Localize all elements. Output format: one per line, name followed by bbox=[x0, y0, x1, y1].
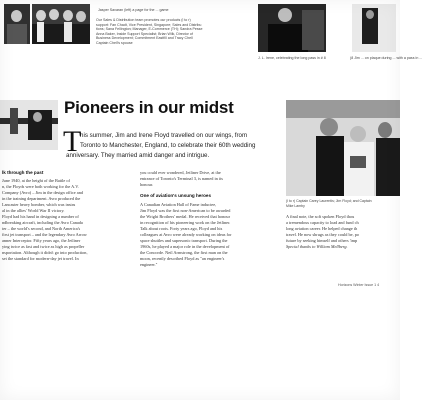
body-line: honour. bbox=[140, 182, 154, 187]
body-line: engineer." bbox=[140, 262, 158, 267]
top-right-photo-1 bbox=[258, 4, 326, 52]
aircraft-photo bbox=[0, 100, 58, 150]
body-line: long aviation career. He helped change th bbox=[286, 226, 358, 231]
body-line: ndbreaking aircraft, including the Avro Canada bbox=[2, 220, 83, 225]
body-line: al in the allies' World War II victory. bbox=[2, 208, 65, 213]
article-deck-line-1: his summer, Jim and Irene Floyd travelled on our wings, from bbox=[80, 132, 248, 139]
right-column-body bbox=[286, 214, 400, 274]
body-line: travel. He now shrugs as they could be, po bbox=[286, 232, 360, 237]
top-photo-main-caption: Our Sales & Distribution team promotes our products (l to r) support: Fan Chadt, Vice President, Singapore; Sales and Distribu tions; Sana Fellington; Manager, E-Commerce (TH); Sandra Pesse Anna Baker, Inside Support Specialist; Brian Wilk, Director of Business Development; Commitment Eastfill and Tracy Chell Captain Chell's spouse bbox=[96, 18, 203, 45]
body-line: June 1940, at the height of the Battle of bbox=[2, 178, 70, 183]
body-line: Special thanks to William Mellberg. bbox=[286, 244, 348, 249]
body-line: the Concorde. Neil Armstrong, the first man on the bbox=[140, 250, 228, 255]
body-line: in the training department. Avro produced the bbox=[2, 196, 81, 201]
dropcap: T bbox=[63, 125, 82, 158]
body-line: future by seeking himself and others 'imp bbox=[286, 238, 358, 243]
body-line: n, the Floyds were both working for the A.V. bbox=[2, 184, 79, 189]
top-photo-small-caption: Jasper Savaran (left) a page for the ... game bbox=[98, 8, 169, 12]
body-line: Jim Floyd was the first non-American to be awarded bbox=[140, 208, 231, 213]
left-column-subhead: lk through the past bbox=[2, 170, 44, 175]
top-right-caption-1: J. L. Irene, celebrating the long pass in # 8 bbox=[258, 56, 326, 60]
body-line: colleagues at Avro were already working on ideas for bbox=[140, 232, 232, 237]
body-line: ter – the world's second, and North America's bbox=[2, 226, 81, 231]
body-line: A Canadian Aviation Hall of Fame inductee, bbox=[140, 202, 217, 207]
middle-column-subhead: One of aviation's unsung heroes bbox=[140, 193, 212, 198]
article-deck-line-2: Toronto to Manchester, England, to celebrate their 60th wedding bbox=[80, 142, 256, 149]
body-line: A final note, the soft spoken Floyd thou bbox=[286, 214, 355, 219]
body-line: in recognition of his pioneering work on the Jetliner. bbox=[140, 220, 231, 225]
award-photo-caption: (l to r) Captain Carey Laurentis; Jim Floyd; and Captain Mike Lamby bbox=[286, 199, 372, 208]
body-line: Talk about roots. Forty years ago, Floyd and his bbox=[140, 226, 223, 231]
body-line: nsportation. Although it didn't go into production, bbox=[2, 250, 88, 255]
top-right-caption-2: (8 Jim ... on plaque during ... with a pass in ... bbox=[350, 56, 422, 60]
body-line: you could ever wondered, Jetliner Drive, at the bbox=[140, 170, 221, 175]
body-line: anner Interceptor. Fifty years ago, the Jetliner bbox=[2, 238, 81, 243]
page-footer: Horizons Winter Issue 1 4 bbox=[338, 283, 380, 287]
body-line: 1960s, he played a major role in the development of bbox=[140, 244, 230, 249]
body-line: Floyd had his hand in designing a number of bbox=[2, 214, 79, 219]
body-line: the Wright Brothers' medal. He received that honour bbox=[140, 214, 231, 219]
staff-photo-left bbox=[4, 4, 30, 44]
body-line: a tremendous capacity to load and fund ch bbox=[286, 220, 359, 225]
body-line: ying twice as fast and twice as high as propeller bbox=[2, 244, 85, 249]
top-right-photo-2 bbox=[352, 4, 396, 52]
body-line: first jet transport – and the legendary Avro Arrow bbox=[2, 232, 87, 237]
article-headline: Pioneers in our midst bbox=[64, 98, 234, 117]
body-line: Lancaster heavy bomber, which was instru bbox=[2, 202, 76, 207]
body-line: set the standard for modern-day jet travel. In bbox=[2, 256, 79, 261]
body-line: Company (Avro) – Jim in the design office and bbox=[2, 190, 83, 195]
article-deck-line-3: anniversary. They married amid danger and intrigue. bbox=[66, 152, 210, 159]
staff-group-photo bbox=[32, 4, 90, 44]
body-line: space shuttles and supersonic transport. During the bbox=[140, 238, 228, 243]
body-line: entrance of Toronto's Terminal 3, is named in its bbox=[140, 176, 223, 181]
body-line: moon, recently described Floyd as "an engineer's bbox=[140, 256, 225, 261]
floyd-award-photo bbox=[286, 100, 400, 196]
